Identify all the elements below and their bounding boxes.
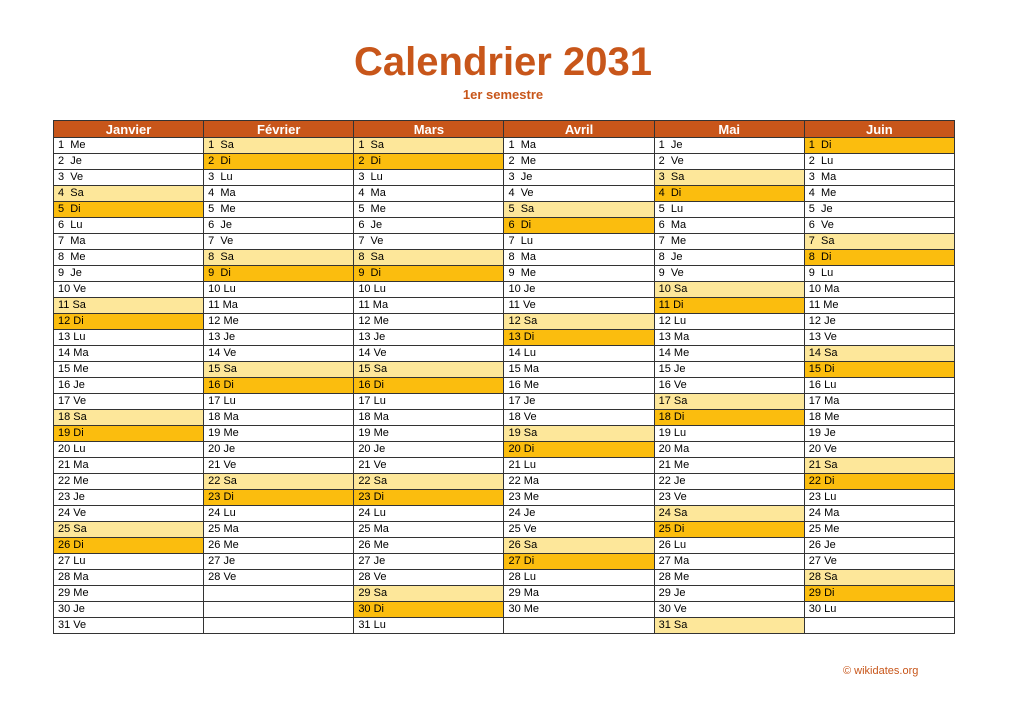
day-cell: 29 Ma — [504, 586, 654, 602]
day-cell: 25 Ma — [354, 522, 504, 538]
month-header-3: Mars — [354, 121, 504, 138]
day-cell: 9 Ve — [654, 266, 804, 282]
day-cell: 27 Ve — [804, 554, 954, 570]
day-cell: 14 Me — [654, 346, 804, 362]
day-cell: 13 Ve — [804, 330, 954, 346]
day-cell: 25 Di — [654, 522, 804, 538]
day-cell: 20 Ve — [804, 442, 954, 458]
day-cell: 24 Lu — [354, 506, 504, 522]
day-cell: 3 Ve — [54, 170, 204, 186]
day-cell: 13 Je — [204, 330, 354, 346]
day-cell: 2 Je — [54, 154, 204, 170]
day-cell: 25 Ma — [204, 522, 354, 538]
day-cell: 4 Me — [804, 186, 954, 202]
day-cell: 6 Di — [504, 218, 654, 234]
day-cell: 5 Me — [354, 202, 504, 218]
day-cell: 9 Di — [354, 266, 504, 282]
day-cell: 6 Ve — [804, 218, 954, 234]
day-cell: 17 Sa — [654, 394, 804, 410]
day-cell: 27 Je — [204, 554, 354, 570]
day-row — [54, 554, 955, 570]
day-cell: 17 Lu — [204, 394, 354, 410]
day-row — [54, 618, 955, 634]
day-cell: 2 Ve — [654, 154, 804, 170]
month-header-5: Mai — [654, 121, 804, 138]
day-cell: 22 Sa — [354, 474, 504, 490]
day-cell: 19 Sa — [504, 426, 654, 442]
day-cell: 13 Ma — [654, 330, 804, 346]
day-cell: 19 Lu — [654, 426, 804, 442]
day-cell: 29 Di — [804, 586, 954, 602]
day-cell: 31 Ve — [54, 618, 204, 634]
day-cell: 3 Lu — [354, 170, 504, 186]
day-row — [54, 202, 955, 218]
day-cell: 3 Sa — [654, 170, 804, 186]
day-cell: 4 Sa — [54, 186, 204, 202]
day-cell: 5 Me — [204, 202, 354, 218]
day-cell: 13 Je — [354, 330, 504, 346]
day-cell: 1 Sa — [204, 138, 354, 154]
day-row — [54, 506, 955, 522]
day-cell: 26 Me — [204, 538, 354, 554]
day-cell: 21 Sa — [804, 458, 954, 474]
day-cell: 10 Lu — [204, 282, 354, 298]
calendar-body — [54, 138, 955, 634]
day-cell: 19 Me — [354, 426, 504, 442]
day-row — [54, 522, 955, 538]
day-cell: 5 Di — [54, 202, 204, 218]
day-cell: 22 Di — [804, 474, 954, 490]
day-cell: 10 Lu — [354, 282, 504, 298]
day-cell: 1 Ma — [504, 138, 654, 154]
day-cell: 2 Di — [354, 154, 504, 170]
day-cell: 14 Ve — [204, 346, 354, 362]
day-cell: 20 Je — [354, 442, 504, 458]
day-cell: 21 Ve — [354, 458, 504, 474]
day-cell: 28 Ve — [354, 570, 504, 586]
day-cell: 7 Ma — [54, 234, 204, 250]
day-cell: 16 Me — [504, 378, 654, 394]
day-cell: 12 Di — [54, 314, 204, 330]
day-cell: 11 Sa — [54, 298, 204, 314]
day-cell: 21 Me — [654, 458, 804, 474]
day-cell: 6 Lu — [54, 218, 204, 234]
day-cell: 24 Je — [504, 506, 654, 522]
day-cell: 26 Di — [54, 538, 204, 554]
day-row — [54, 346, 955, 362]
day-cell: 16 Lu — [804, 378, 954, 394]
day-row — [54, 442, 955, 458]
day-cell — [804, 618, 954, 634]
day-cell: 26 Me — [354, 538, 504, 554]
day-row — [54, 234, 955, 250]
day-cell: 25 Ve — [504, 522, 654, 538]
day-cell: 16 Je — [54, 378, 204, 394]
day-row — [54, 378, 955, 394]
day-cell: 17 Ve — [54, 394, 204, 410]
month-header-4: Avril — [504, 121, 654, 138]
day-cell: 28 Ma — [54, 570, 204, 586]
day-cell: 16 Di — [204, 378, 354, 394]
day-cell: 1 Me — [54, 138, 204, 154]
day-cell — [204, 618, 354, 634]
day-cell: 10 Ma — [804, 282, 954, 298]
day-row — [54, 282, 955, 298]
day-cell: 15 Sa — [204, 362, 354, 378]
day-cell: 22 Me — [54, 474, 204, 490]
day-cell: 27 Di — [504, 554, 654, 570]
day-row — [54, 250, 955, 266]
day-cell: 10 Je — [504, 282, 654, 298]
day-row — [54, 410, 955, 426]
day-cell: 14 Ve — [354, 346, 504, 362]
day-cell: 24 Lu — [204, 506, 354, 522]
day-cell: 23 Je — [54, 490, 204, 506]
day-cell: 4 Ma — [354, 186, 504, 202]
day-cell: 24 Sa — [654, 506, 804, 522]
day-cell: 18 Di — [654, 410, 804, 426]
day-cell: 27 Je — [354, 554, 504, 570]
day-cell: 29 Je — [654, 586, 804, 602]
day-cell: 13 Di — [504, 330, 654, 346]
day-row — [54, 426, 955, 442]
day-cell: 4 Ma — [204, 186, 354, 202]
day-cell: 27 Lu — [54, 554, 204, 570]
day-cell: 19 Di — [54, 426, 204, 442]
day-cell: 15 Ma — [504, 362, 654, 378]
day-cell: 6 Ma — [654, 218, 804, 234]
day-cell: 18 Ve — [504, 410, 654, 426]
day-cell: 18 Ma — [354, 410, 504, 426]
day-cell: 11 Ma — [354, 298, 504, 314]
day-cell: 30 Ve — [654, 602, 804, 618]
day-cell: 22 Sa — [204, 474, 354, 490]
day-row — [54, 330, 955, 346]
day-cell: 15 Di — [804, 362, 954, 378]
day-cell: 23 Lu — [804, 490, 954, 506]
day-cell: 20 Je — [204, 442, 354, 458]
day-cell: 14 Sa — [804, 346, 954, 362]
day-cell: 6 Je — [204, 218, 354, 234]
day-cell: 7 Ve — [204, 234, 354, 250]
day-row — [54, 266, 955, 282]
day-cell: 16 Di — [354, 378, 504, 394]
day-cell: 12 Me — [354, 314, 504, 330]
day-cell: 11 Me — [804, 298, 954, 314]
day-cell: 17 Je — [504, 394, 654, 410]
day-cell: 28 Me — [654, 570, 804, 586]
day-cell — [204, 586, 354, 602]
day-cell: 5 Je — [804, 202, 954, 218]
day-row — [54, 570, 955, 586]
day-cell — [204, 602, 354, 618]
day-cell: 12 Lu — [654, 314, 804, 330]
day-cell: 21 Ve — [204, 458, 354, 474]
day-cell: 9 Lu — [804, 266, 954, 282]
day-row — [54, 218, 955, 234]
day-cell: 1 Je — [654, 138, 804, 154]
day-cell: 13 Lu — [54, 330, 204, 346]
day-cell: 23 Di — [204, 490, 354, 506]
page-title: Calendrier 2031 — [354, 40, 652, 84]
day-cell: 7 Lu — [504, 234, 654, 250]
day-cell: 10 Sa — [654, 282, 804, 298]
day-row — [54, 154, 955, 170]
day-cell: 19 Me — [204, 426, 354, 442]
day-row — [54, 474, 955, 490]
day-cell: 29 Sa — [354, 586, 504, 602]
day-cell: 30 Me — [504, 602, 654, 618]
day-cell: 31 Lu — [354, 618, 504, 634]
day-cell: 30 Je — [54, 602, 204, 618]
day-cell: 5 Lu — [654, 202, 804, 218]
day-cell: 25 Me — [804, 522, 954, 538]
day-cell — [504, 618, 654, 634]
day-cell: 10 Ve — [54, 282, 204, 298]
day-cell: 12 Me — [204, 314, 354, 330]
day-cell: 22 Ma — [504, 474, 654, 490]
day-cell: 22 Je — [654, 474, 804, 490]
calendar-table — [53, 120, 955, 634]
day-cell: 26 Je — [804, 538, 954, 554]
day-cell: 30 Lu — [804, 602, 954, 618]
day-cell: 28 Lu — [504, 570, 654, 586]
day-cell: 23 Me — [504, 490, 654, 506]
day-cell: 16 Ve — [654, 378, 804, 394]
day-row — [54, 138, 955, 154]
day-cell: 29 Me — [54, 586, 204, 602]
day-cell: 18 Sa — [54, 410, 204, 426]
day-row — [54, 186, 955, 202]
day-cell: 7 Ve — [354, 234, 504, 250]
day-cell: 21 Ma — [54, 458, 204, 474]
day-cell: 26 Sa — [504, 538, 654, 554]
day-cell: 20 Ma — [654, 442, 804, 458]
day-row — [54, 298, 955, 314]
day-cell: 18 Me — [804, 410, 954, 426]
day-cell: 8 Ma — [504, 250, 654, 266]
day-cell: 9 Me — [504, 266, 654, 282]
day-cell: 6 Je — [354, 218, 504, 234]
day-cell: 18 Ma — [204, 410, 354, 426]
day-cell: 8 Sa — [354, 250, 504, 266]
day-cell: 7 Me — [654, 234, 804, 250]
day-cell: 1 Di — [804, 138, 954, 154]
day-cell: 4 Ve — [504, 186, 654, 202]
page-subtitle: 1er semestre — [462, 87, 544, 102]
day-cell: 20 Di — [504, 442, 654, 458]
day-cell: 28 Sa — [804, 570, 954, 586]
day-cell: 2 Lu — [804, 154, 954, 170]
day-cell: 1 Sa — [354, 138, 504, 154]
day-cell: 4 Di — [654, 186, 804, 202]
footer-credit: © wikidates.org — [843, 665, 919, 677]
day-row — [54, 362, 955, 378]
month-header-2: Février — [204, 121, 354, 138]
day-cell: 12 Je — [804, 314, 954, 330]
month-header-6: Juin — [804, 121, 954, 138]
day-row — [54, 394, 955, 410]
day-cell: 3 Je — [504, 170, 654, 186]
day-row — [54, 458, 955, 474]
day-cell: 3 Lu — [204, 170, 354, 186]
day-cell: 24 Ma — [804, 506, 954, 522]
day-cell: 21 Lu — [504, 458, 654, 474]
day-cell: 23 Ve — [654, 490, 804, 506]
day-row — [54, 314, 955, 330]
month-header-row — [54, 121, 955, 138]
day-cell: 24 Ve — [54, 506, 204, 522]
month-header-1: Janvier — [54, 121, 204, 138]
day-cell: 31 Sa — [654, 618, 804, 634]
day-cell: 2 Di — [204, 154, 354, 170]
day-cell: 15 Je — [654, 362, 804, 378]
day-cell: 9 Je — [54, 266, 204, 282]
day-cell: 8 Di — [804, 250, 954, 266]
day-cell: 11 Ma — [204, 298, 354, 314]
day-cell: 9 Di — [204, 266, 354, 282]
day-cell: 17 Ma — [804, 394, 954, 410]
day-cell: 19 Je — [804, 426, 954, 442]
day-cell: 30 Di — [354, 602, 504, 618]
day-cell: 11 Di — [654, 298, 804, 314]
day-cell: 2 Me — [504, 154, 654, 170]
day-cell: 17 Lu — [354, 394, 504, 410]
day-row — [54, 602, 955, 618]
day-cell: 8 Sa — [204, 250, 354, 266]
day-cell: 15 Me — [54, 362, 204, 378]
day-cell: 23 Di — [354, 490, 504, 506]
day-row — [54, 538, 955, 554]
day-cell: 20 Lu — [54, 442, 204, 458]
day-cell: 7 Sa — [804, 234, 954, 250]
day-cell: 3 Ma — [804, 170, 954, 186]
day-cell: 8 Je — [654, 250, 804, 266]
day-row — [54, 586, 955, 602]
day-cell: 5 Sa — [504, 202, 654, 218]
day-cell: 27 Ma — [654, 554, 804, 570]
day-cell: 25 Sa — [54, 522, 204, 538]
day-cell: 14 Ma — [54, 346, 204, 362]
day-cell: 11 Ve — [504, 298, 654, 314]
day-cell: 8 Me — [54, 250, 204, 266]
day-cell: 12 Sa — [504, 314, 654, 330]
day-cell: 15 Sa — [354, 362, 504, 378]
day-row — [54, 170, 955, 186]
day-row — [54, 490, 955, 506]
day-cell: 28 Ve — [204, 570, 354, 586]
day-cell: 26 Lu — [654, 538, 804, 554]
day-cell: 14 Lu — [504, 346, 654, 362]
